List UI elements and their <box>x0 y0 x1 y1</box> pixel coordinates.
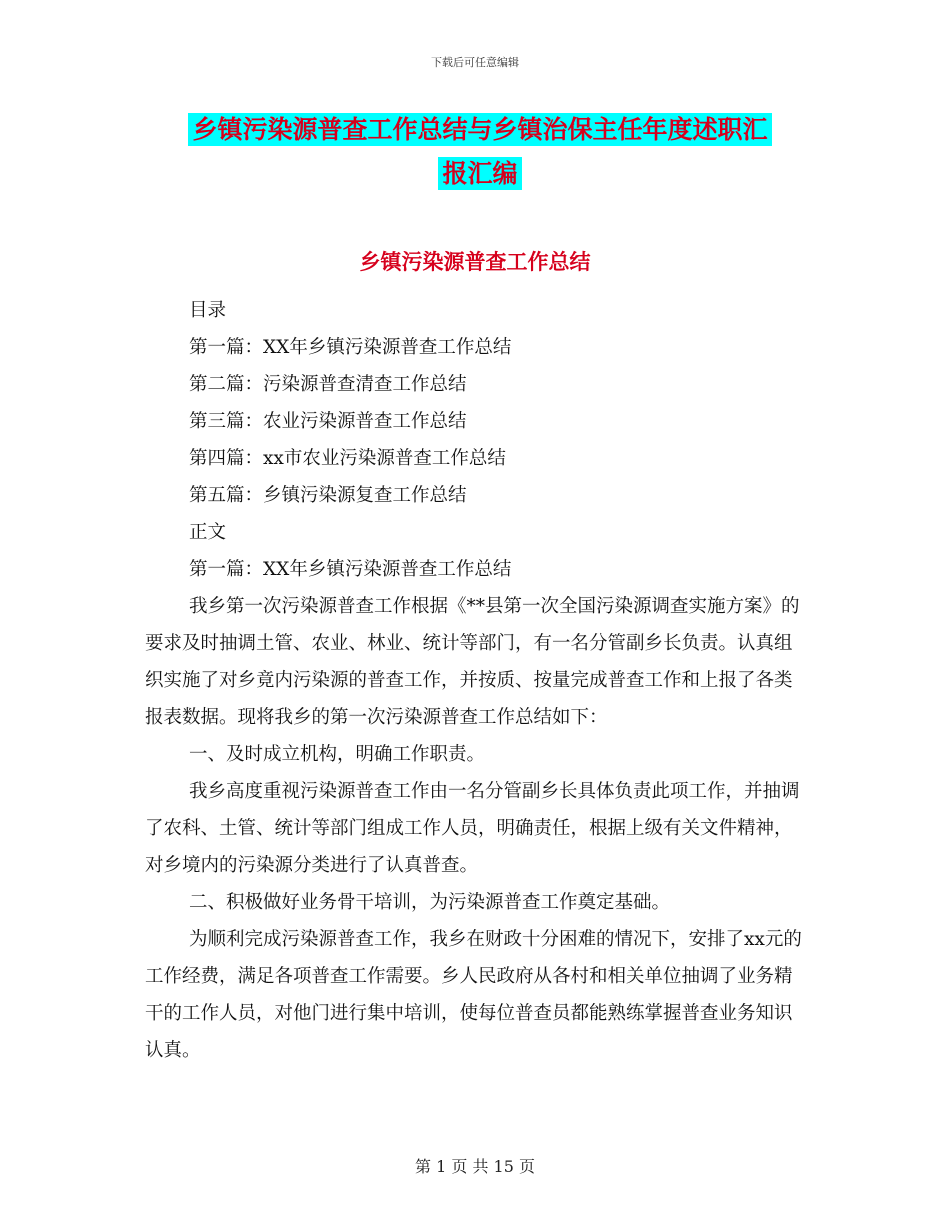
document-body <box>145 292 805 1069</box>
toc-item: 第一篇：XX年乡镇污染源普查工作总结 <box>189 337 512 358</box>
toc-heading: 目录 <box>189 300 227 321</box>
paragraph: 为顺利完成污染源普查工作，我乡在财政十分困难的情况下，安排了xx元的工作经费，满足各项普查工作需要。乡人民政府从各村和相关单位抽调了业务精干的工作人员，对他门进行集中培训，使每位普查员都能熟练掌握普查业务知识认真。 <box>145 929 802 1061</box>
toc-item: 第四篇：xx市农业污染源普查工作总结 <box>189 448 506 469</box>
document-title <box>150 108 810 196</box>
toc-item: 第三篇：农业污染源普查工作总结 <box>189 411 467 432</box>
toc-item: 第二篇：污染源普查清查工作总结 <box>189 374 467 395</box>
paragraph: 我乡高度重视污染源普查工作由一名分管副乡长具体负责此项工作，并抽调了农科、土管、统计等部门组成工作人员，明确责任，根据上级有关文件精神，对乡境内的污染源分类进行了认真普查。 <box>145 781 800 876</box>
section-title: 乡镇污染源普查工作总结 <box>359 249 591 274</box>
article-title: 第一篇：XX年乡镇污染源普查工作总结 <box>189 559 512 580</box>
toc-item: 第五篇：乡镇污染源复查工作总结 <box>189 485 467 506</box>
paragraph: 一、及时成立机构，明确工作职责。 <box>189 744 486 765</box>
paragraph: 我乡第一次污染源普查工作根据《**县第一次全国污染源调查实施方案》的要求及时抽调土管、农业、林业、统计等部门，有一名分管副乡长负责。认真组织实施了对乡竟内污染源的普查工作，并按质、按量完成普查工作和上报了各类报表数据。现将我乡的第一次污染源普查工作总结如下： <box>145 596 800 728</box>
page-number: 第 1 页 共 15 页 <box>415 1157 535 1176</box>
document-title-line-1: 乡镇污染源普查工作总结与乡镇治保主任年度述职汇 <box>188 113 771 146</box>
body-heading: 正文 <box>189 522 227 543</box>
paragraph: 二、积极做好业务骨干培训，为污染源普查工作奠定基础。 <box>189 892 671 913</box>
header-note: 下载后可任意编辑 <box>431 56 519 69</box>
document-title-line-2: 报汇编 <box>438 157 521 190</box>
